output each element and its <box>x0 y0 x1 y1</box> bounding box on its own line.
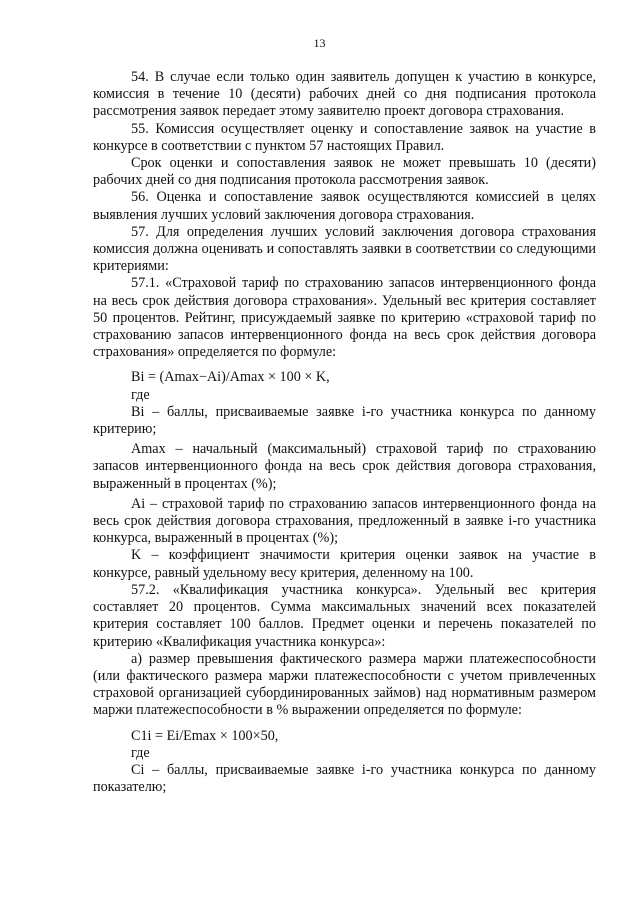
paragraph-55: 55. Комиссия осуществляет оценку и сопоставление заявок на участие в конкурсе в соответствии с пунктом 57 настоящих Правил. <box>93 120 596 154</box>
formula-c1i: C1i = Ei/Emax × 100×50, <box>131 727 279 744</box>
page-number: 13 <box>313 36 326 50</box>
item-a: а) размер превышения фактического размера маржи платежеспособности (или фактического размера маржи платежеспособности с учетом привлеченных страховой организацией субординированных займов) над нормативным размером маржи платежеспособности в % выражении определяется по формуле: <box>93 650 596 719</box>
formula-bi: Bi = (Amax−Ai)/Amax × 100 × K, <box>131 369 330 386</box>
paragraph-57-1: 57.1. «Страховой тариф по страхованию запасов интервенционного фонда на весь срок действия договора страхования». Удельный вес критерия составляет 50 процентов. Рейтинг, присуждаемый заявке по критерию «страховой тариф по страхованию запасов интервенционного фонда на весь срок действия договора страхования» определяется по формуле: <box>93 275 596 361</box>
where-label: где <box>131 386 150 403</box>
definition-k: K – коэффициент значимости критерия оценки заявок на участие в конкурсе, равный удельному весу критерия, деленному на 100. <box>93 547 596 581</box>
definition-bi: Bi – баллы, присваиваемые заявке i-го участника конкурса по данному критерию; <box>93 403 596 438</box>
paragraph-57-2: 57.2. «Квалификация участника конкурса». Удельный вес критерия составляет 20 процентов. Сумма максимальных значений всех показателей критерия составляет 100 баллов. Предмет оценки и перечень показателей по критерию «Квалификация участника конкурса»: <box>93 581 596 650</box>
paragraph-57: 57. Для определения лучших условий заключения договора страхования комиссия должна оценивать и сопоставлять заявки в соответствии со следующими критериями: <box>93 223 596 275</box>
definition-ai: Ai – страховой тариф по страхованию запасов интервенционного фонда на весь срок действия договора страхования, предложенный в заявке i-го участника конкурса, выраженный в процентах (%); <box>93 495 596 547</box>
definition-ci: Ci – баллы, присваиваемые заявке i-го участника конкурса по данному показателю; <box>93 761 596 796</box>
where-label-2: где <box>131 744 150 761</box>
paragraph-56: 56. Оценка и сопоставление заявок осуществляются комиссией в целях выявления лучших условий заключения договора страхования. <box>93 189 596 223</box>
definition-amax: Amax – начальный (максимальный) страховой тариф по страхованию запасов интервенционного фонда на весь срок действия договора страхования, выраженный в процентах (%); <box>93 441 596 492</box>
paragraph-54: 54. В случае если только один заявитель допущен к участию в конкурсе, комиссия в течение 10 (десяти) рабочих дней со дня подписания протокола рассмотрения заявок передает этому заявителю проект договора страхования. <box>93 69 596 120</box>
paragraph-55-deadline: Срок оценки и сопоставления заявок не может превышать 10 (десяти) рабочих дней со дня подписания протокола рассмотрения заявок. <box>93 155 596 189</box>
